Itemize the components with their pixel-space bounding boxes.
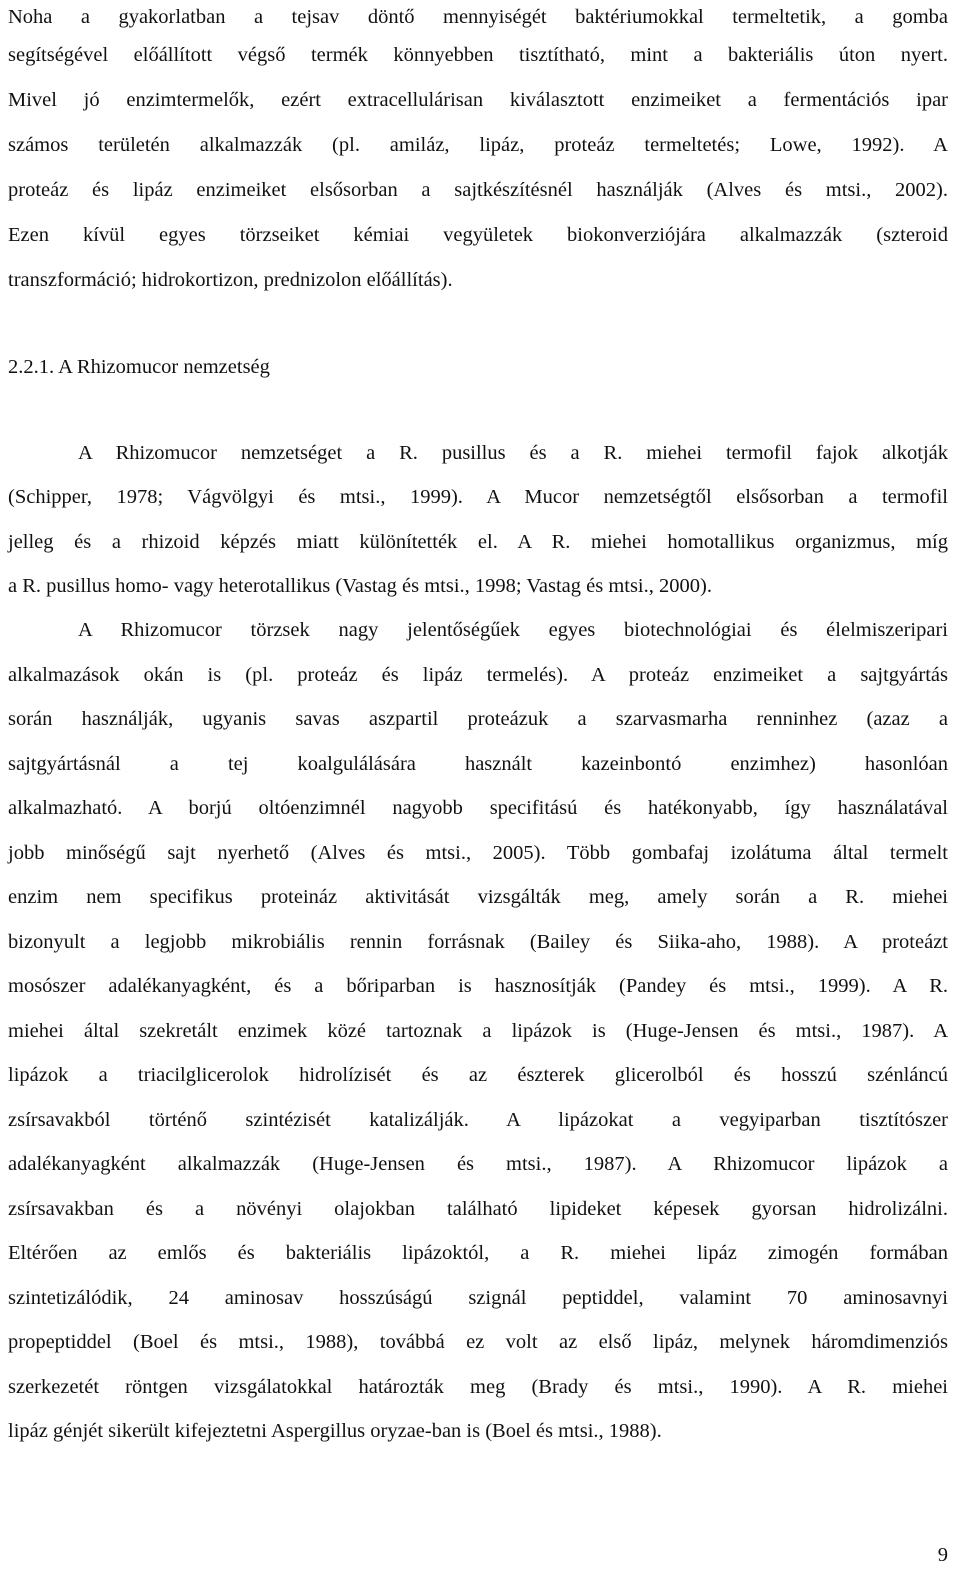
text-line: (Schipper, 1978; Vágvölgyi és mtsi., 1999). A Mucor nemzetségtől elsősorban a termofil — [8, 486, 948, 508]
text-line: enzim nem specifikus proteináz aktivitását vizsgálták meg, amely során a R. miehei — [8, 886, 948, 908]
page-number: 9 — [937, 1544, 948, 1566]
text-line: Eltérően az emlős és bakteriális lipázoktól, a R. miehei lipáz zimogén formában — [8, 1242, 948, 1264]
text-line: lipázok a triacilglicerolok hidrolízisét és az észterek glicerolból és hosszú szénláncú — [8, 1064, 948, 1086]
text-line: jobb minőségű sajt nyerhető (Alves és mtsi., 2005). Több gombafaj izolátuma által termelt — [8, 842, 948, 864]
text-line: proteáz és lipáz enzimeiket elsősorban a sajtkészítésnél használják (Alves és mtsi., 2002). — [8, 179, 948, 201]
text-line: transzformáció; hidrokortizon, prednizolon előállítás). — [8, 269, 453, 291]
text-line: a R. pusillus homo- vagy heterotallikus (Vastag és mtsi., 1998; Vastag és mtsi., 2000). — [8, 575, 712, 597]
text-line: Ezen kívül egyes törzseiket kémiai vegyületek biokonverziójára alkalmazzák (szteroid — [8, 224, 948, 246]
text-line: sajtgyártásnál a tej koalgulálására használt kazeinbontó enzimhez) hasonlóan — [8, 753, 948, 775]
text-line: A Rhizomucor nemzetséget a R. pusillus és a R. miehei termofil fajok alkotják — [78, 442, 948, 464]
text-line: zsírsavakban és a növényi olajokban található lipideket képesek gyorsan hidrolizálni. — [8, 1198, 948, 1220]
text-line: szerkezetét röntgen vizsgálatokkal határozták meg (Brady és mtsi., 1990). A R. miehei — [8, 1376, 948, 1398]
text-line: adalékanyagként alkalmazzák (Huge-Jensen és mtsi., 1987). A Rhizomucor lipázok a — [8, 1153, 948, 1175]
text-line: bizonyult a legjobb mikrobiális rennin forrásnak (Bailey és Siika-aho, 1988). A proteázt — [8, 931, 948, 953]
text-line: alkalmazások okán is (pl. proteáz és lipáz termelés). A proteáz enzimeiket a sajtgyártás — [8, 664, 948, 686]
section-heading: 2.2.1. A Rhizomucor nemzetség — [8, 356, 270, 378]
text-line: alkalmazható. A borjú oltóenzimnél nagyobb specifitású és hatékonyabb, így használatával — [8, 797, 948, 819]
text-line: számos területén alkalmazzák (pl. amiláz, lipáz, proteáz termeltetés; Lowe, 1992). A — [8, 134, 948, 156]
text-line: Mivel jó enzimtermelők, ezért extracellulárisan kiválasztott enzimeiket a fermentációs ipar — [8, 89, 948, 111]
text-line: Noha a gyakorlatban a tejsav döntő mennyiségét baktériumokkal termeltetik, a gomba — [8, 6, 948, 28]
text-line: segítségével előállított végső termék könnyebben tisztítható, mint a bakteriális úton nyert. — [8, 44, 948, 66]
text-line: A Rhizomucor törzsek nagy jelentőségűek egyes biotechnológiai és élelmiszeripari — [78, 619, 948, 641]
text-line: jelleg és a rhizoid képzés miatt különítették el. A R. miehei homotallikus organizmus, míg — [8, 531, 948, 553]
text-line: miehei által szekretált enzimek közé tartoznak a lipázok is (Huge-Jensen és mtsi., 1987). A — [8, 1020, 948, 1042]
text-line: során használják, ugyanis savas aszpartil proteázuk a szarvasmarha renninhez (azaz a — [8, 708, 948, 730]
text-line: mosószer adalékanyagként, és a bőriparban is hasznosítják (Pandey és mtsi., 1999). A R. — [8, 975, 948, 997]
text-line: lipáz génjét sikerült kifejeztetni Aspergillus oryzae-ban is (Boel és mtsi., 1988). — [8, 1420, 662, 1442]
text-line: zsírsavakból történő szintézisét katalizálják. A lipázokat a vegyiparban tisztítószer — [8, 1109, 948, 1131]
text-line: szintetizálódik, 24 aminosav hosszúságú szignál peptiddel, valamint 70 aminosavnyi — [8, 1287, 948, 1309]
text-line: propeptiddel (Boel és mtsi., 1988), továbbá ez volt az első lipáz, melynek háromdimenziós — [8, 1331, 948, 1353]
